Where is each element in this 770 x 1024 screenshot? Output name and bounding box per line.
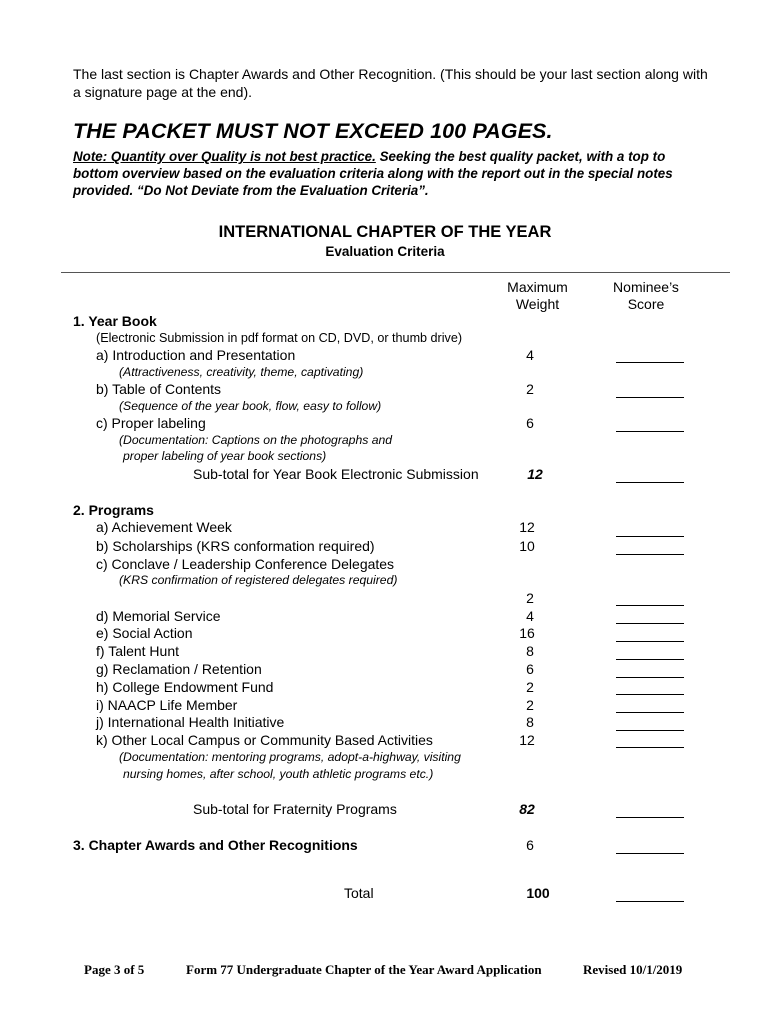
score-blank[interactable]: [616, 712, 684, 713]
criteria-item-weight: 2: [526, 381, 534, 397]
footer-page-number: Page 3 of 5: [84, 962, 145, 977]
score-blank[interactable]: [616, 677, 684, 678]
score-blank[interactable]: [616, 362, 684, 363]
program-item-label: b) Scholarships (KRS conformation required): [96, 538, 375, 554]
program-item-description: (Documentation: mentoring programs, adopt-a-highway, visiting: [119, 750, 461, 764]
program-item-description-cont: nursing homes, after school, youth athletic programs etc.): [123, 767, 434, 781]
criteria-item-weight: 4: [526, 347, 534, 363]
program-item-weight: 4: [526, 608, 534, 624]
header-divider: [61, 272, 730, 273]
form-title: INTERNATIONAL CHAPTER OF THE YEAR: [218, 223, 552, 241]
criteria-item-description-cont: proper labeling of year book sections): [123, 449, 327, 463]
criteria-item-weight: 6: [526, 415, 534, 431]
criteria-item-label: b) Table of Contents: [96, 381, 222, 397]
total-value: 100: [526, 885, 550, 901]
year-book-submission-note: (Electronic Submission in pdf format on CD, DVD, or thumb drive): [96, 331, 463, 345]
program-item-weight: 2: [526, 697, 534, 713]
note-paragraph: [73, 148, 703, 199]
score-blank[interactable]: [616, 730, 684, 731]
program-item-weight: 12: [519, 732, 535, 748]
total-score-blank[interactable]: [616, 901, 684, 902]
program-item-weight: 12: [519, 519, 535, 535]
score-blank[interactable]: [616, 817, 684, 818]
score-blank[interactable]: [616, 853, 684, 854]
score-blank[interactable]: [616, 747, 684, 748]
page-limit-headline: THE PACKET MUST NOT EXCEED 100 PAGES.: [73, 119, 553, 143]
score-column-header: [600, 279, 692, 313]
weight-column-header: [490, 279, 585, 313]
criteria-item-label: a) Introduction and Presentation: [96, 347, 296, 363]
criteria-item-description: (Sequence of the year book, flow, easy to follow): [119, 399, 382, 413]
year-book-subtotal-value: 12: [527, 466, 543, 482]
program-item-label: f) Talent Hunt: [96, 643, 180, 659]
criteria-item-description: (Attractiveness, creativity, theme, captivating): [119, 365, 364, 379]
programs-subtotal-label: Sub-total for Fraternity Programs: [193, 801, 397, 817]
note-underlined: Note: Quantity over Quality is not best practice.: [73, 149, 376, 164]
note-rest: Seeking the best quality packet, with a top to bottom overview based on the evaluation criteria along with the report out in the special notes provided. “Do Not Deviate from the Evaluation Criteria”.: [73, 149, 673, 198]
program-item-label: c) Conclave / Leadership Conference Delegates: [96, 556, 395, 572]
program-item-label: a) Achievement Week: [96, 519, 232, 535]
section-awards-heading: 3. Chapter Awards and Other Recognitions: [73, 837, 358, 853]
awards-weight: 6: [526, 837, 534, 853]
weight-header-line2: Weight: [515, 296, 560, 312]
program-item-label: k) Other Local Campus or Community Based Activities: [96, 732, 433, 748]
score-blank[interactable]: [616, 397, 684, 398]
section-year-book-heading: 1. Year Book: [73, 313, 157, 329]
programs-subtotal-value: 82: [519, 801, 535, 817]
program-item-label: d) Memorial Service: [96, 608, 221, 624]
footer-revision-date: Revised 10/1/2019: [583, 962, 683, 977]
program-item-label: g) Reclamation / Retention: [96, 661, 262, 677]
score-blank[interactable]: [616, 536, 684, 537]
program-item-weight: 2: [526, 590, 534, 606]
program-item-label: h) College Endowment Fund: [96, 679, 274, 695]
score-blank[interactable]: [616, 659, 684, 660]
program-item-weight: 2: [526, 679, 534, 695]
score-blank[interactable]: [616, 623, 684, 624]
score-blank[interactable]: [616, 482, 684, 483]
footer-form-name: Form 77 Undergraduate Chapter of the Year Award Application: [186, 962, 542, 977]
form-subtitle: Evaluation Criteria: [325, 244, 445, 259]
program-item-weight: 8: [526, 714, 534, 730]
program-item-label: i) NAACP Life Member: [96, 697, 238, 713]
score-blank[interactable]: [616, 431, 684, 432]
program-item-weight: 16: [519, 625, 535, 641]
score-blank[interactable]: [616, 641, 684, 642]
program-item-weight: 8: [526, 643, 534, 659]
score-blank[interactable]: [616, 694, 684, 695]
year-book-subtotal-label: Sub-total for Year Book Electronic Submission: [193, 466, 479, 482]
section-programs-heading: 2. Programs: [73, 502, 154, 518]
total-label: Total: [344, 885, 374, 901]
program-item-label: j) International Health Initiative: [96, 714, 285, 730]
score-header-line1: Nominee’s: [613, 279, 679, 295]
criteria-item-description: (Documentation: Captions on the photographs and: [119, 433, 393, 447]
program-item-weight: 10: [519, 538, 535, 554]
program-item-weight: 6: [526, 661, 534, 677]
intro-paragraph: The last section is Chapter Awards and Other Recognition. (This should be your last section along with a signature page at the end).: [73, 66, 708, 100]
program-item-label: e) Social Action: [96, 625, 193, 641]
weight-header-line1: Maximum: [507, 279, 568, 295]
criteria-item-label: c) Proper labeling: [96, 415, 206, 431]
score-blank[interactable]: [616, 554, 684, 555]
score-header-line2: Score: [627, 296, 665, 312]
program-item-description: (KRS confirmation of registered delegates required): [119, 573, 398, 587]
score-blank[interactable]: [616, 605, 684, 606]
